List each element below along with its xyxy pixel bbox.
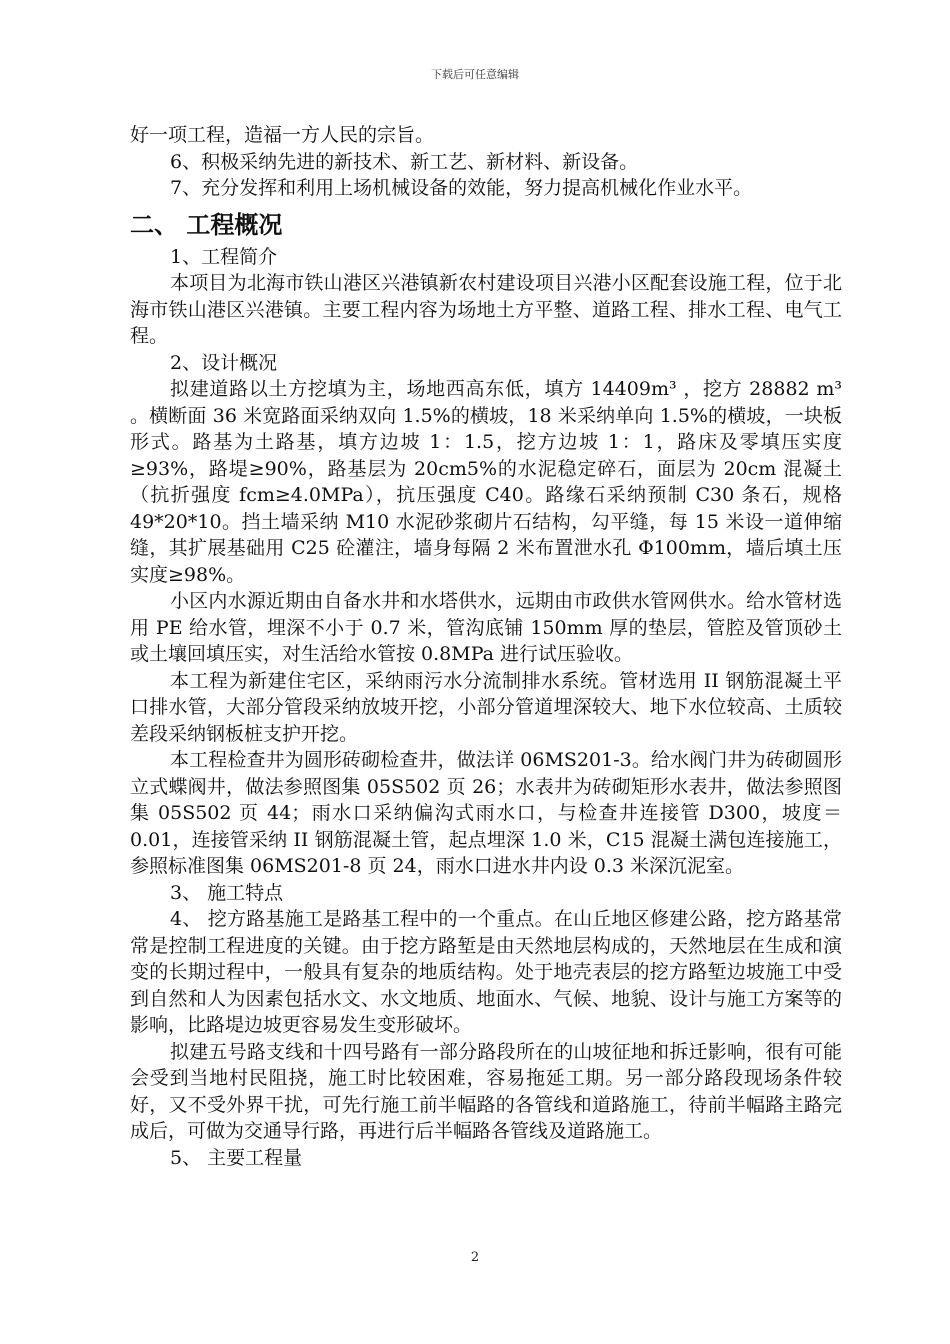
paragraph: 拟建五号路支线和十四号路有一部分路段所在的山坡征地和拆迁影响，很有可能会受到当地村民阻挠，施工时比较困难，容易拖延工期。另一部分路段现场条件较好，又不受外界干扰，可先行施工前半幅路的各管线和道路施工，待前半幅路主路完成后，可做为交通导行路，再进行后半幅路各管线及道路施工。 (130, 1040, 842, 1142)
paragraph: 本工程为新建住宅区，采纳雨污水分流制排水系统。管材选用 II 钢筋混凝土平口排水管，大部分管段采纳放坡开挖，小部分管道埋深较大、地下水位较高、土质较差段采纳钢板桩支护开挖。 (130, 669, 842, 745)
document-body (130, 122, 842, 1171)
page-number: 2 (470, 1250, 480, 1265)
paragraph: 本工程检查井为圆形砖砌检查井，做法详 06MS201-3。给水阀门井为砖砌圆形立式蝶阀井，做法参照图集 05S502 页 26；水表井为砖砌矩形水表井，做法参照图集 05S502 页 44；雨水口采纳偏沟式雨水口，与检查井连接管 D300，坡度＝0.01，连接管采纳 II 钢筋混凝土管，起点埋深 1.0 米，C15 混凝土满包连接施工，参照标准图集 06MS201-8 页 24，雨水口进水井内设 0.3 米深沉泥室。 (130, 749, 842, 877)
paragraph: 本项目为北海市铁山港区兴港镇新农村建设项目兴港小区配套设施工程，位于北海市铁山港区兴港镇。主要工程内容为场地土方平整、道路工程、排水工程、电气工程。 (130, 272, 842, 347)
page-header: 下载后可任意编辑 (431, 68, 519, 81)
list-item: 6、积极采纳先进的新技术、新工艺、新材料、新设备。 (170, 150, 639, 173)
paragraph: 4、 挖方路基施工是路基工程中的一个重点。在山丘地区修建公路，挖方路基常常是控制工程进度的关键。由于挖方路堑是由天然地层构成的，天然地层在生成和演变的长期过程中，一般具有复杂的地质结构。处于地壳表层的挖方路堑边坡施工中受到自然和人为因素包括水文、水文地质、地面水、气候、地貌、设计与施工方案等的影响，比路堤边坡更容易发生变形破坏。 (130, 908, 842, 1036)
subsection-heading: 1、工程简介 (170, 245, 278, 268)
section-heading: 二、 工程概况 (130, 209, 283, 239)
paragraph: 拟建道路以土方挖填为主，场地西高东低，填方 14409m³ ，挖方 28882 m³ 。横断面 36 米宽路面采纳双向 1.5%的横坡，18 米采纳单向 1.5%的横坡，一块板形式。路基为土路基，填方边坡 1：1.5，挖方边坡 1：1，路床及零填压实度≥93%，路堤≥90%，路基层为 20cm5%的水泥稳定碎石，面层为 20cm 混凝土（抗折强度 fcm≥4.0MPa），抗压强度 C40。路缘石采纳预制 C30 条石，规格 49*20*10。挡土墙采纳 M10 水泥砂浆砌片石结构，勾平缝，每 15 米设一道伸缩缝，其扩展基础用 C25 砼灌注，墙身每隔 2 米布置泄水孔 Φ100mm，墙后填土压实度≥98%。 (130, 378, 842, 586)
list-item: 7、充分发挥和利用上场机械设备的效能，努力提高机械化作业水平。 (170, 177, 753, 199)
paragraph: 小区内水源近期由自备水井和水塔供水，远期由市政供水管网供水。给水管材选用 PE 给水管，埋深不小于 0.7 米，管沟底铺 150mm 厚的垫层，管腔及管顶砂土或土壤回填压实，对生活给水管按 0.8MPa 进行试压验收。 (130, 590, 842, 665)
paragraph: 好一项工程，造福一方人民的宗旨。 (130, 124, 435, 146)
subsection-heading: 5、 主要工程量 (170, 1146, 303, 1169)
subsection-heading: 3、 施工特点 (170, 881, 284, 904)
subsection-heading: 2、设计概况 (170, 351, 278, 374)
